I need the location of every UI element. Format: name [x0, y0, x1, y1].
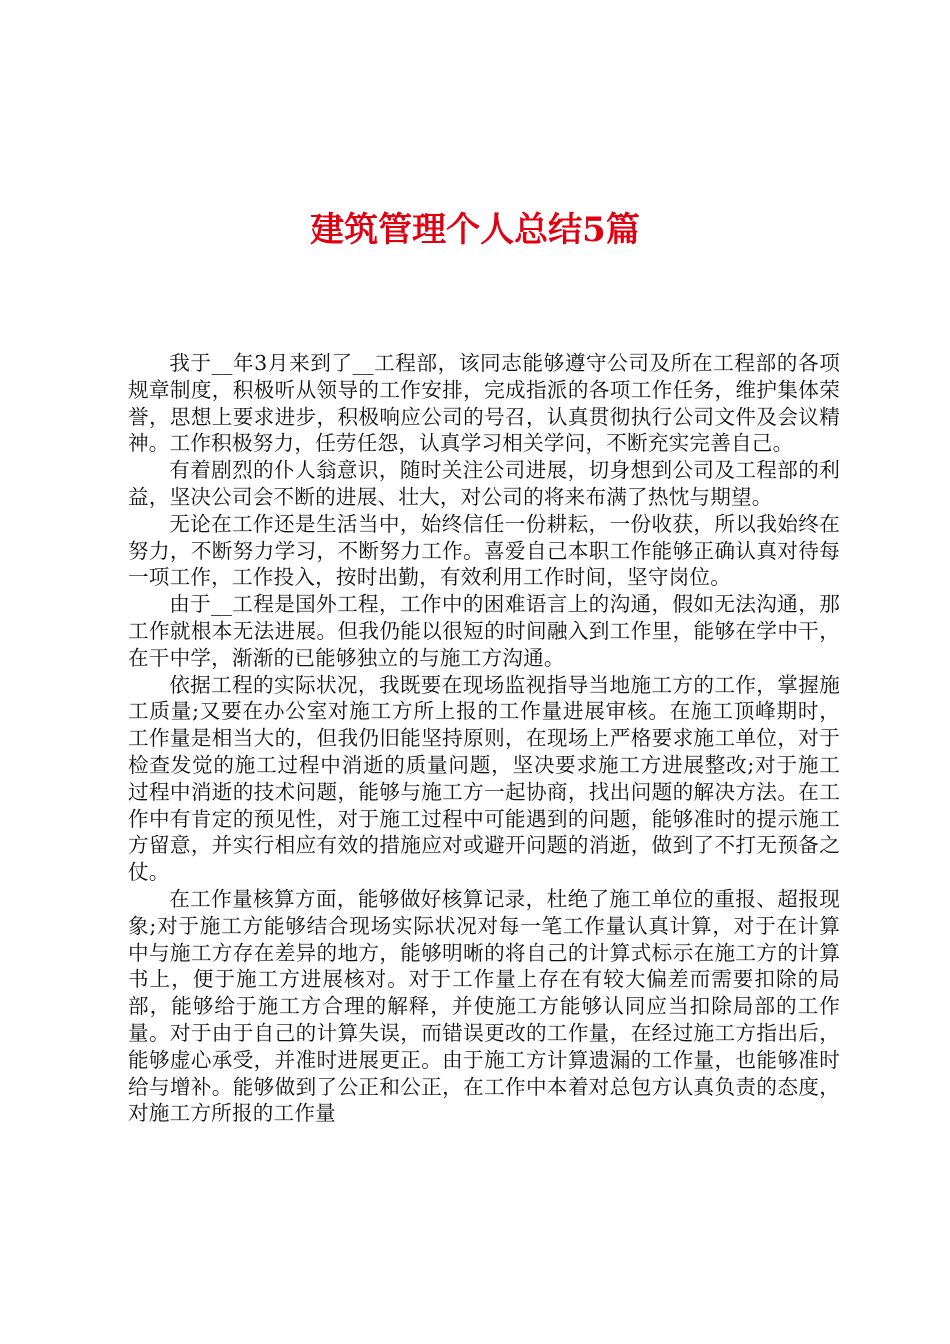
document-title: 建筑管理个人总结5篇 — [310, 210, 640, 250]
paragraph: 无论在工作还是生活当中，始终信任一份耕耘，一份收获，所以我始终在努力，不断努力学习，不断努力工作。喜爱自己本职工作能够正确认真对待每一项工作，工作投入，按时出勤，有效利用工作时间，坚守岗位。 — [128, 511, 840, 590]
document-body — [128, 350, 840, 1127]
paragraph: 由于__工程是国外工程，工作中的困难语言上的沟通，假如无法沟通，那工作就根本无法进展。但我仍能以很短的时间融入到工作里，能够在学中干，在干中学，渐渐的已能够独立的与施工方沟通。 — [128, 592, 840, 670]
paragraph: 有着剧烈的仆人翁意识，随时关注公司进展，切身想到公司及工程部的利益，坚决公司会不断的进展、壮大，对公司的将来布满了热忱与期望。 — [128, 458, 840, 509]
paragraph: 在工作量核算方面，能够做好核算记录，杜绝了施工单位的重报、超报现象;对于施工方能够结合现场实际状况对每一笔工作量认真计算，对于在计算中与施工方存在差异的地方，能够明晰的将自己的计算式标示在施工方的计算书上，便于施工方进展核对。对于工作量上存在有较大偏差而需要扣除的局部，能够给于施工方合理的解释，并使施工方能够认同应当扣除局部的工作量。对于由于自己的计算失误，而错误更改的工作量，在经过施工方指出后，能够虚心承受，并准时进展更正。由于施工方计算遗漏的工作量，也能够准时给与增补。能够做到了公正和公正，在工作中本着对总包方认真负责的态度，对施工方所报的工作量 — [128, 886, 840, 1126]
paragraph: 依据工程的实际状况，我既要在现场监视指导当地施工方的工作，掌握施工质量;又要在办公室对施工方所上报的工作量进展审核。在施工顶峰期时，工作量是相当大的，但我仍旧能坚持原则，在现场上严格要求施工单位，对于检查发觉的施工过程中消逝的质量问题，坚决要求施工方进展整改;对于施工过程中消逝的技术问题，能够与施工方一起协商，找出问题的解决方法。在工作中有肯定的预见性，对于施工过程中可能遇到的问题，能够准时的提示施工方留意，并实行相应有效的措施应对或避开问题的消逝，做到了不打无预备之仗。 — [128, 672, 840, 885]
paragraph: 我于__年3月来到了__工程部，该同志能够遵守公司及所在工程部的各项规章制度，积极听从领导的工作安排，完成指派的各项工作任务，维护集体荣誉，思想上要求进步，积极响应公司的号召，认真贯彻执行公司文件及会议精神。工作积极努力，任劳任怨，认真学习相关学问，不断充实完善自己。 — [128, 351, 840, 456]
